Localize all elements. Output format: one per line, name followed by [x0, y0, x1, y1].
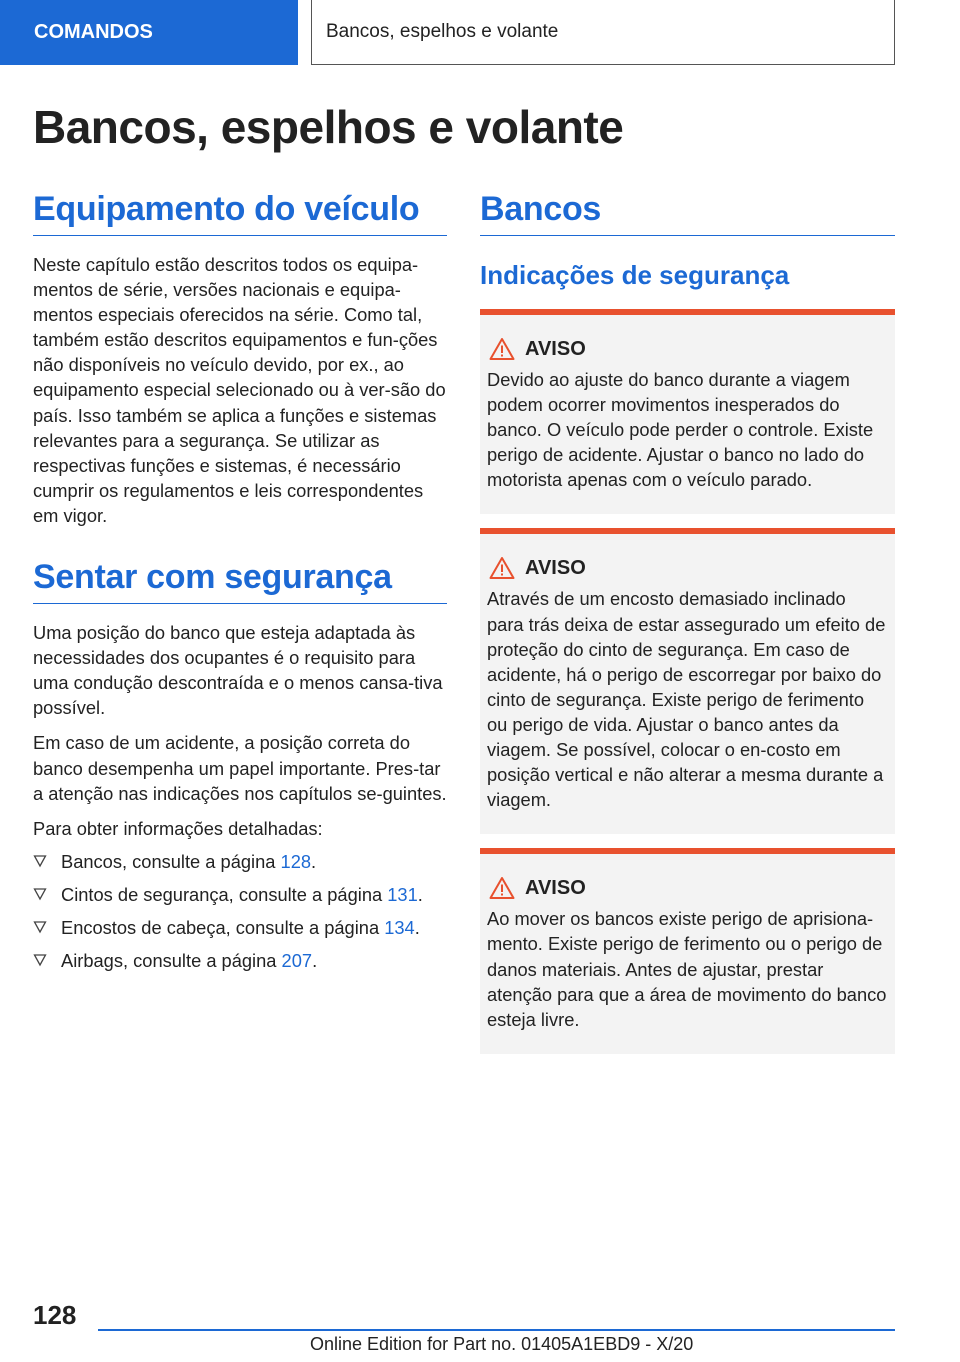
triangle-bullet-icon — [33, 887, 47, 901]
page-link[interactable]: 128 — [280, 850, 312, 872]
section-label: Bancos, espelhos e volante — [326, 21, 559, 42]
warning-box — [480, 848, 895, 1053]
page-link[interactable]: 207 — [281, 949, 313, 971]
reference-list — [33, 845, 447, 977]
reference-text: Cintos de segurança, consulte a página — [61, 883, 388, 905]
footer-divider — [98, 1329, 895, 1331]
warning-triangle-icon — [489, 556, 515, 580]
warning-box — [480, 309, 895, 514]
warning-header — [487, 337, 887, 361]
paragraph-sit-2: Em caso de um acidente, a posição correta do banco desempenha um papel importante. Pres-tar a atenção nas indicações nos capítulos se-guintes. — [33, 732, 447, 804]
triangle-bullet-icon — [33, 920, 47, 934]
page-number: 128 — [33, 1300, 77, 1330]
reference-text: Airbags, consulte a página — [61, 949, 282, 971]
chapter-tab[interactable] — [0, 0, 298, 65]
heading-sit-safely: Sentar com segurança — [33, 558, 447, 604]
triangle-bullet-icon — [33, 854, 47, 868]
page-link[interactable]: 131 — [387, 883, 418, 905]
warning-box — [480, 528, 895, 834]
footer-edition: Online Edition for Part no. 01405A1EBD9 - X/20 — [310, 1334, 694, 1354]
paragraph-sit-3: Para obter informações detalhadas: — [33, 817, 323, 839]
list-item: Cintos de segurança, consulte a página 131. — [33, 878, 447, 911]
paragraph-sit-1: Uma posição do banco que esteja adaptada às necessidades dos ocupantes é o requisito para uma condução descontraída e o menos cansa-tiva possível. — [33, 622, 443, 719]
list-item: Bancos, consulte a página 128. — [33, 845, 447, 878]
heading-safety-notes: Indicações de segurança — [480, 260, 790, 290]
right-column — [480, 190, 895, 1054]
warning-title: AVISO — [525, 556, 586, 579]
section-header — [311, 0, 895, 65]
list-item: Airbags, consulte a página 207. — [33, 944, 447, 977]
triangle-bullet-icon — [33, 953, 47, 967]
left-column — [33, 190, 447, 977]
warning-triangle-icon — [489, 337, 515, 361]
paragraph-equipment: Neste capítulo estão descritos todos os equipa-mentos de série, versões nacionais e equipa-mentos especiais oferecidos na série. Como tal, também estão descritos equipamentos e fun-ções não disponíveis no veículo devido, por ex., ao equipamento especial selecionado ou à ver-são do país. Isso também se aplica a funções e sistemas relevantes para a segurança. Se utilizar as respectivas funções e sistemas, é necessário cumprir os regulamentos e leis correspondentes em vigor. — [33, 254, 446, 526]
warning-text: Ao mover os bancos existe perigo de aprisiona-mento. Existe perigo de ferimento ou o perigo de danos materiais. Antes de ajustar, prestar atenção para que a área de movimento do banco esteja livre. — [487, 908, 887, 1030]
reference-text: Encostos de cabeça, consulte a página — [61, 916, 385, 938]
heading-equipment: Equipamento do veículo — [33, 190, 447, 236]
warning-text: Devido ao ajuste do banco durante a viagem podem ocorrer movimentos inesperados do banco. O veículo pode perder o controle. Existe perigo de acidente. Ajustar o banco no lado do motorista apenas com o veículo parado. — [487, 369, 874, 491]
chapter-label: COMANDOS — [34, 21, 153, 43]
warning-title: AVISO — [525, 876, 586, 899]
reference-text: Bancos, consulte a página — [61, 850, 281, 872]
page-link[interactable]: 134 — [384, 916, 415, 938]
heading-seats: Bancos — [480, 190, 895, 236]
warning-title: AVISO — [525, 337, 586, 360]
page-title: Bancos, espelhos e volante — [33, 101, 624, 153]
section-sit-safely — [33, 558, 447, 977]
warning-header — [487, 876, 887, 900]
warning-header — [487, 556, 887, 580]
warning-triangle-icon — [489, 876, 515, 900]
list-item: Encostos de cabeça, consulte a página 134. — [33, 911, 447, 944]
warning-text: Através de um encosto demasiado inclinado para trás deixa de estar assegurado um efeito de proteção do cinto de segurança. Em caso de acidente, há o perigo de escorregar por baixo do cinto de segurança. Existe perigo de ferimento ou perigo de vida. Ajustar o banco antes da viagem. Se possível, colocar o en-costo em posição vertical e não alterar a mesma durante a viagem. — [487, 588, 886, 811]
